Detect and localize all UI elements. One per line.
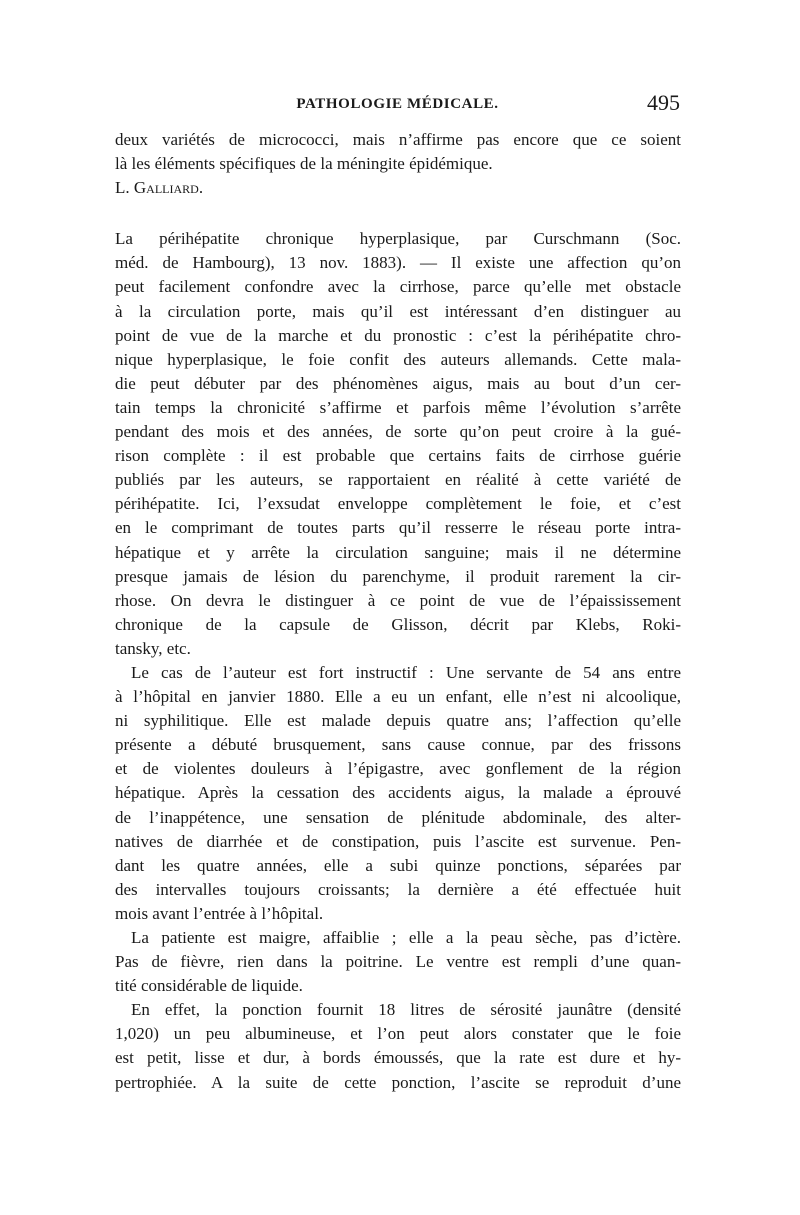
running-title: PATHOLOGIE MÉDICALE.: [296, 96, 499, 112]
text-line: pendant des mois et des années, de sorte qu’on peut croire à la gué-: [115, 422, 681, 442]
text-line: presque jamais de lésion du parenchyme, il produit rarement la cir-: [115, 566, 681, 586]
text-line: tain temps la chronicité s’affirme et parfois même l’évolution s’arrête: [115, 397, 681, 417]
text-line: hépatique et y arrête la circulation sanguine; mais il ne détermine: [115, 542, 681, 562]
text-line: mois avant l’entrée à l’hôpital.: [115, 903, 324, 923]
text-line: nique hyperplasique, le foie confit des auteurs allemands. Cette mala-: [115, 349, 681, 369]
text-line: dant les quatre années, elle a subi quinze ponctions, séparées par: [115, 855, 681, 875]
text-line: périhépatite. Ici, l’exsudat enveloppe complètement le foie, et c’est: [115, 494, 681, 514]
text-line: point de vue de la marche et du pronostic : c’est la périhépatite chro-: [115, 325, 681, 345]
text-line: pertrophiée. A la suite de cette ponction, l’ascite se reproduit d’une: [115, 1072, 681, 1092]
text-line: tansky, etc.: [115, 638, 191, 658]
text-line: rison complète : il est probable que certains faits de cirrhose guérie: [115, 446, 681, 466]
text-line: ni syphilitique. Elle est malade depuis quatre ans; l’affection qu’elle: [115, 711, 681, 731]
text-line: Le cas de l’auteur est fort instructif : Une servante de 54 ans entre: [131, 662, 681, 682]
text-line: publiés par les auteurs, se rapportaient en réalité à cette variété de: [115, 470, 681, 490]
text-line: là les éléments spécifiques de la méningite épidémique.: [115, 154, 493, 174]
text-line: deux variétés de micrococci, mais n’affirme pas encore que ce soient: [115, 130, 681, 149]
paragraph-gap: [115, 200, 681, 227]
text-line: des intervalles toujours croissants; la dernière a été effectuée huit: [115, 879, 681, 899]
text-line: méd. de Hambourg), 13 nov. 1883). — Il existe une affection qu’on: [115, 253, 681, 273]
author-signature: L. Galliard.: [115, 178, 204, 198]
running-head: [115, 90, 680, 120]
text-line: à la circulation porte, mais qu’il est intéressant d’en distinguer au: [115, 301, 681, 321]
text-line: et de violentes douleurs à l’épigastre, avec gonflement de la région: [115, 759, 681, 779]
text-line: tité considérable de liquide.: [115, 976, 303, 996]
text-line: en le comprimant de toutes parts qu’il resserre le réseau porte intra-: [115, 518, 681, 538]
text-line: de l’inappétence, une sensation de plénitude abdominale, des alter-: [115, 807, 681, 827]
text-line: chronique de la capsule de Glisson, décrit par Klebs, Roki-: [115, 614, 681, 634]
text-line: En effet, la ponction fournit 18 litres de sérosité jaunâtre (densité: [131, 1000, 681, 1020]
body-text: [115, 128, 681, 1095]
text-line: Pas de fièvre, rien dans la poitrine. Le ventre est rempli d’une quan-: [115, 952, 681, 972]
text-line: La patiente est maigre, affaiblie ; elle a la peau sèche, pas d’ictère.: [131, 928, 681, 947]
text-line: peut facilement confondre avec la cirrhose, parce qu’elle met obstacle: [115, 277, 681, 297]
text-line: à l’hôpital en janvier 1880. Elle a eu un enfant, elle n’est ni alcoolique,: [115, 687, 681, 707]
text-line: 1,020) un peu albumineuse, et l’on peut alors constater que le foie: [115, 1024, 681, 1044]
text-line: La périhépatite chronique hyperplasique, par Curschmann (Soc.: [115, 229, 681, 249]
text-line: die peut débuter par des phénomènes aigus, mais au bout d’un cer-: [115, 373, 681, 393]
page-number: 495: [647, 90, 680, 115]
text-line: présente a débuté brusquement, sans cause connue, par des frissons: [115, 735, 681, 755]
text-line: est petit, lisse et dur, à bords émoussés, que la rate est dure et hy-: [115, 1048, 681, 1068]
text-line: hépatique. Après la cessation des accidents aigus, la malade a éprouvé: [115, 783, 681, 803]
text-line: rhose. On devra le distinguer à ce point de vue de l’épaississement: [115, 590, 681, 610]
text-line: natives de diarrhée et de constipation, puis l’ascite est survenue. Pen-: [115, 831, 681, 851]
